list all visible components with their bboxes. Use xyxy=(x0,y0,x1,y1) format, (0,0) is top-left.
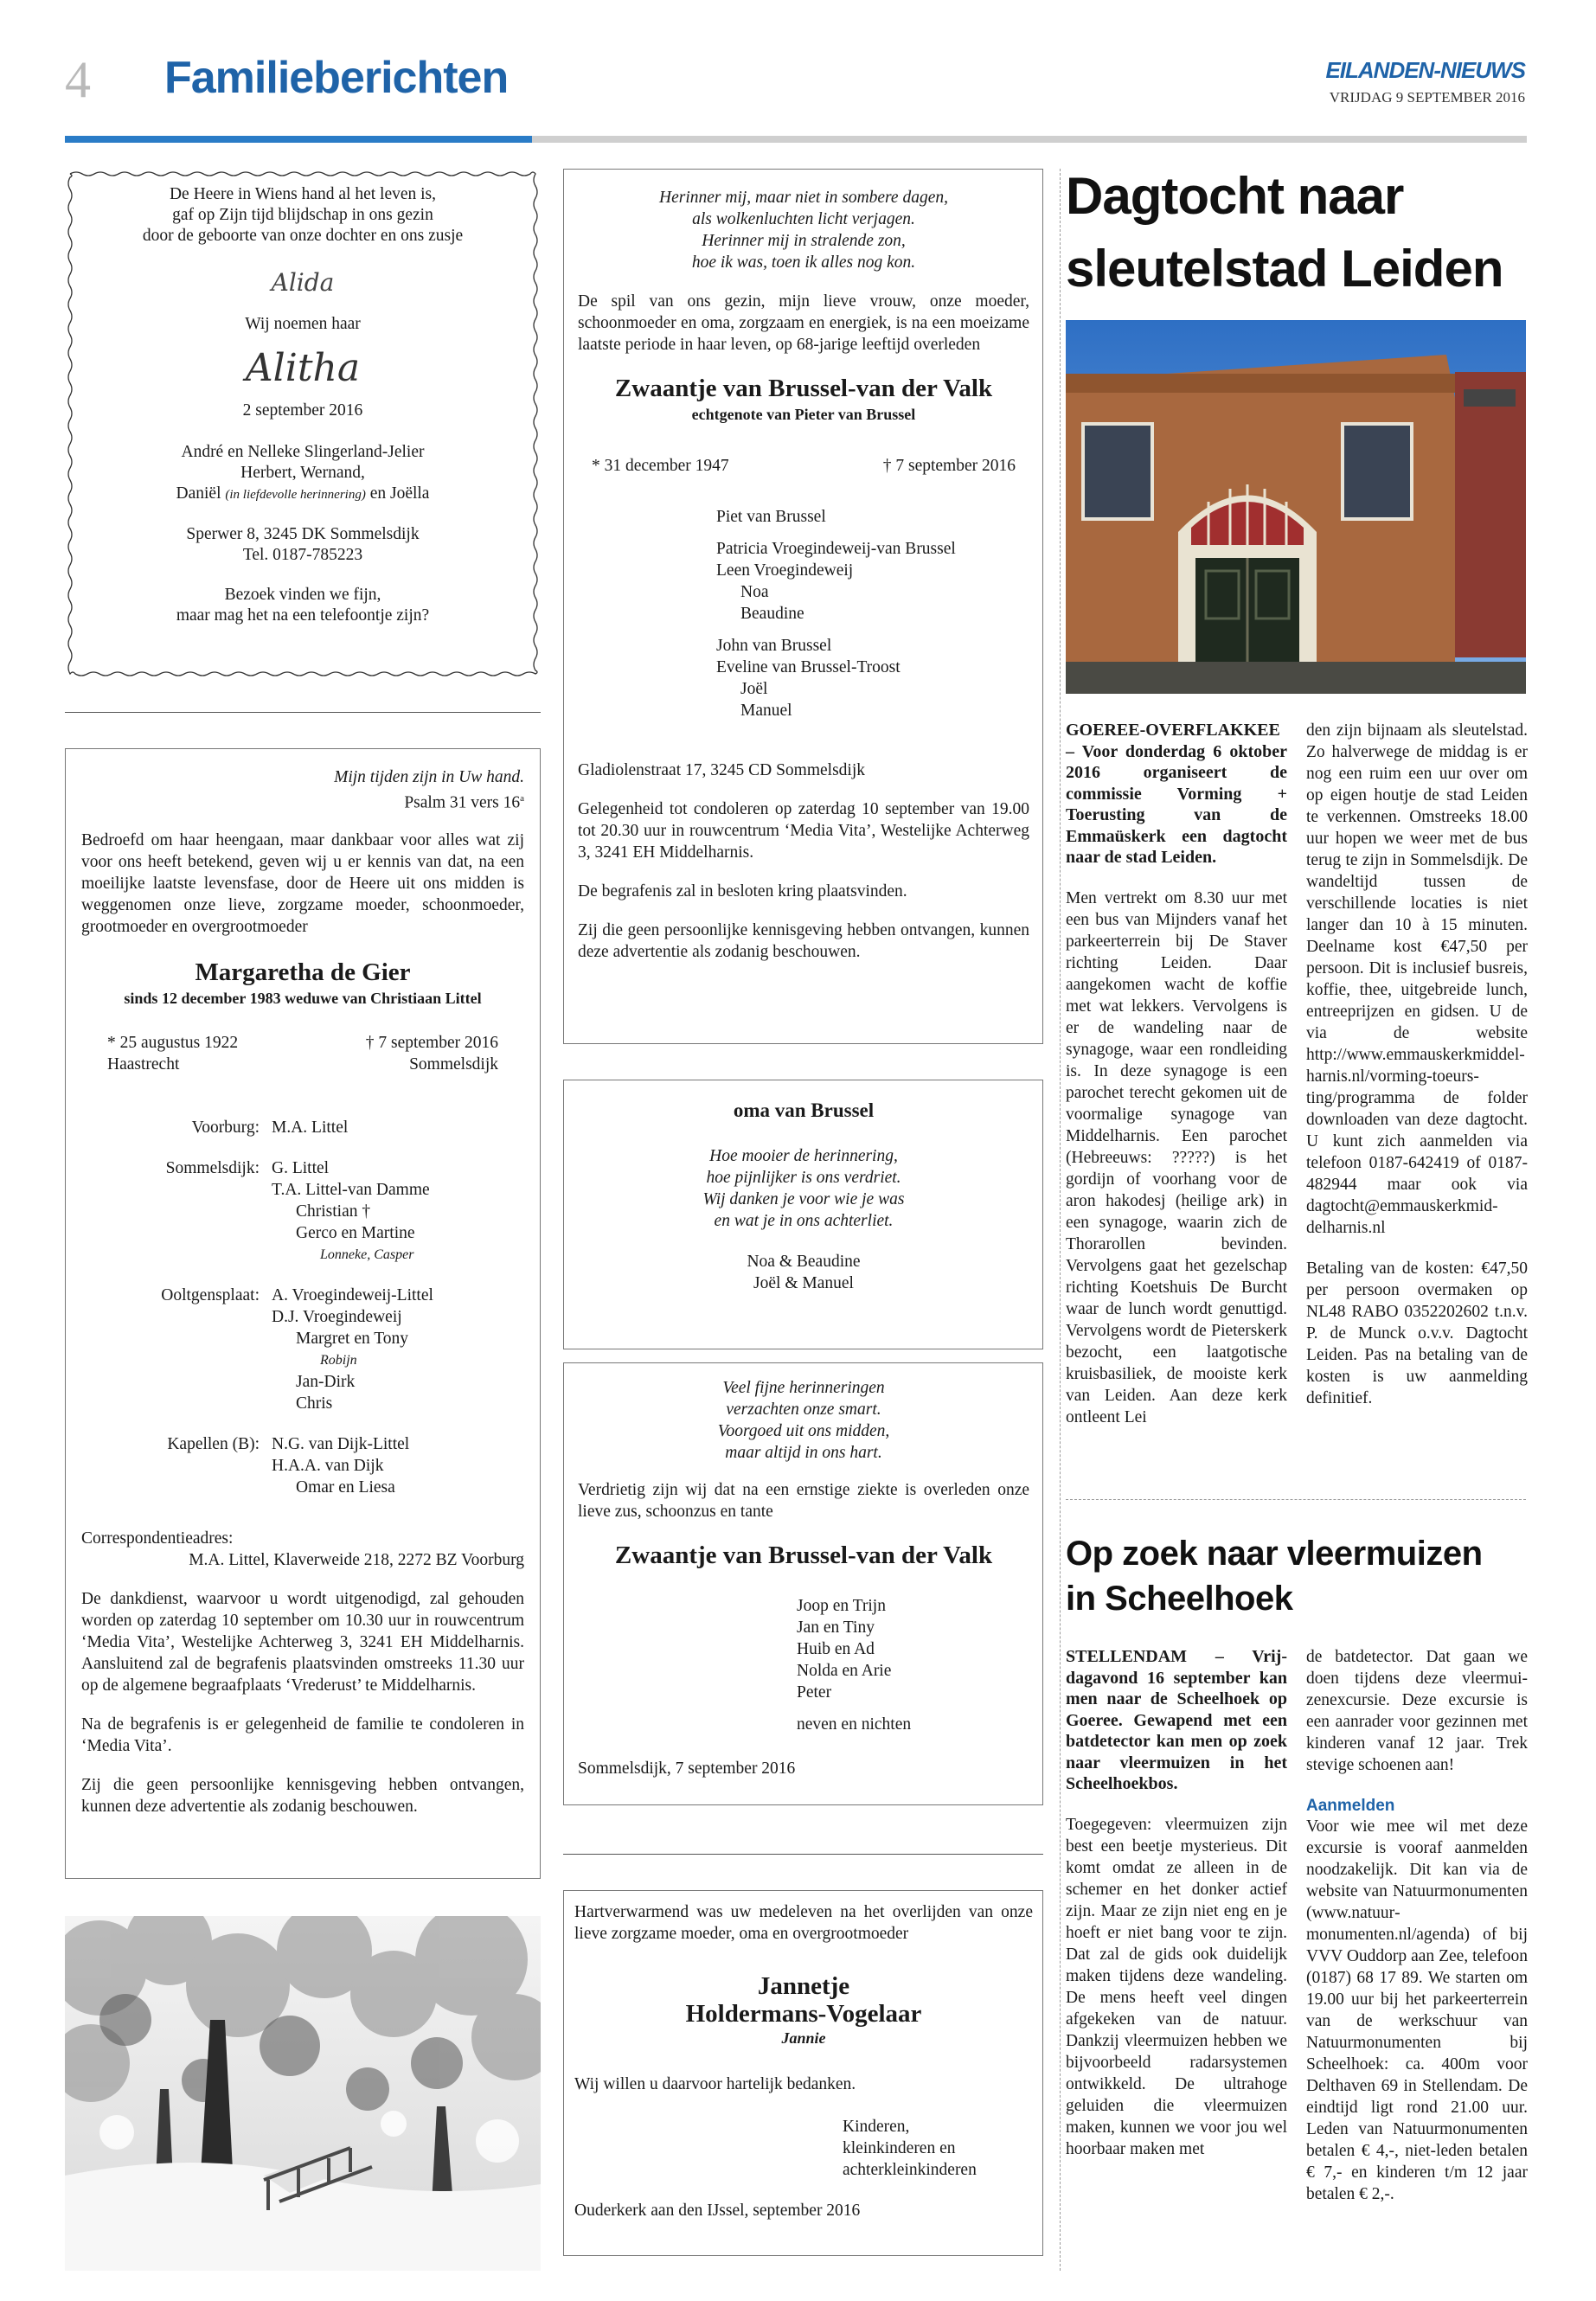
birth-date: 2 september 2016 xyxy=(242,401,363,420)
family-list xyxy=(716,506,1029,721)
family-member: Lonneke, Casper xyxy=(320,1247,414,1262)
family-member: Omar en Liesa xyxy=(296,1477,395,1497)
birth-visit: Bezoek vinden we fijn, xyxy=(224,586,381,604)
family-group xyxy=(81,1117,524,1138)
leiden-col-2 xyxy=(1306,720,1528,1409)
family-member: A. Vroegindeweij-Littel xyxy=(272,1285,433,1304)
family-member: G. Littel xyxy=(272,1158,330,1177)
winter-forest-photo xyxy=(65,1916,541,2271)
signatory: kleinkinderen en xyxy=(843,2139,956,2157)
obituary-oma xyxy=(563,1080,1043,1349)
deceased-first-name: Jannetje xyxy=(757,1972,850,2000)
poem-line: verzachten onze smart. xyxy=(726,1400,881,1419)
article-body: Betaling van de kosten: €47,50 per persoon overmaken op NL48 RABO 0352202602 t.n.v. P. de Munck o.v.v. Dagtocht Leiden. Pas na betaling van de kosten is uw aanmelding definitief. xyxy=(1306,1259,1528,1407)
sibling-memory-note: (in liefdevolle herinnering) xyxy=(225,488,366,502)
headline-line: in Scheelhoek xyxy=(1066,1580,1293,1618)
death-place: Sommelsdijk xyxy=(409,1054,498,1074)
bats-col-1 xyxy=(1066,1646,1287,2160)
family-member: John van Brussel xyxy=(716,637,832,655)
synagogue-photo xyxy=(1066,320,1526,694)
birth-notice xyxy=(65,169,541,679)
family-member: neven en nichten xyxy=(797,1715,912,1734)
header-rule xyxy=(532,136,1527,143)
poem-line: hoe pijnlijker is ons verdriet. xyxy=(706,1169,901,1187)
article-divider xyxy=(1066,1499,1526,1500)
closing-text: Zij die geen persoonlijke kennisgeving hebben ontvangen, kunnen deze advertentie als zodanig beschouwen. xyxy=(81,1775,524,1816)
poem-line: maar altijd in ons hart. xyxy=(725,1444,882,1462)
family-member: Patricia Vroegindeweij-van Brussel xyxy=(716,540,956,558)
obituary-intro: Verdrietig zijn wij dat na een ernstige ziekte is overleden onze lieve zus, schoonzus en tante xyxy=(578,1481,1029,1521)
headline-line: sleutelstad Leiden xyxy=(1066,240,1503,298)
poem-line: hoe ik was, toen ik alles nog kon. xyxy=(691,253,916,272)
deceased-name: Holdermans-Vogelaar xyxy=(685,2000,922,2028)
home-address: Gladiolenstraat 17, 3245 CD Sommelsdijk xyxy=(578,761,866,779)
family-member: Chris xyxy=(296,1394,333,1413)
page-number: 4 xyxy=(65,51,91,108)
signatory: achterkleinkinderen xyxy=(843,2161,977,2179)
poem-line: Wij danken je voor wie je was xyxy=(702,1190,905,1208)
family-names xyxy=(272,1117,348,1138)
signatories xyxy=(578,1251,1029,1294)
verse-sup: a xyxy=(520,793,524,804)
family-list xyxy=(797,1595,1029,1735)
family-member: T.A. Littel-van Damme xyxy=(272,1180,430,1199)
obituary-de-gier xyxy=(65,748,541,1879)
issue-date: VRIJDAG 9 SEPTEMBER 2016 xyxy=(1329,89,1525,106)
birth-intro-line: gaf op Zijn tijd blijdschap in ons gezin xyxy=(172,206,433,224)
column-divider xyxy=(1060,169,1061,2271)
poem xyxy=(578,1145,1029,1232)
birth-parents: André en Nelleke Slingerland-Jelier xyxy=(181,443,425,461)
birth-death-dates xyxy=(81,1032,524,1075)
family-member: Noa xyxy=(740,583,769,601)
poem-line: Hoe mooier de herinnering, xyxy=(709,1147,898,1165)
family-group xyxy=(81,1285,524,1414)
birth-visit: maar mag het na een telefoontje zijn? xyxy=(176,606,430,625)
deceased-name: Zwaantje van Brussel-van der Valk xyxy=(614,1541,993,1569)
headline-line: Dagtocht naar xyxy=(1066,167,1404,225)
birth-phone: Tel. 0187-785223 xyxy=(242,546,363,564)
family-place: Ooltgensplaat: xyxy=(161,1285,260,1304)
family-member: Robijn xyxy=(320,1352,357,1368)
death-date: † 7 september 2016 xyxy=(365,1033,498,1052)
family-member: N.G. van Dijk-Littel xyxy=(272,1434,410,1453)
correspondence-label: Correspondentieadres: xyxy=(81,1529,234,1548)
poem-line: als wolkenluchten licht verjagen. xyxy=(692,210,915,228)
place-date: Ouderkerk aan den IJssel, september 2016 xyxy=(574,2202,861,2220)
deceased-subtitle: echtgenote van Pieter van Brussel xyxy=(691,406,916,423)
birth-date: * 31 december 1947 xyxy=(592,457,729,475)
closing-text: Zij die geen persoonlijke kennisgeving hebben ontvangen, kunnen deze advertentie als zodanig beschouwen. xyxy=(578,921,1029,961)
article-body: Voor wie mee wil met deze excursie is vooraf aanmelden noodzakelijk. Dit kan via de website van Natuurmonumenten (www.natuurmonumenten.nl/agenda) of bij VVV Ouddorp aan Zee, telefoon (0187) 68 17 89. We starten om 19.00 uur bij het parkeerterrein van de werkschuur van Natuurmonumenten bij Scheelhoek: ca. 400m voor Delthaven 69 in Stellendam. De eindtijd ligt rond 21.00 uur. Leden van Natuurmonumenten betalen € 4,-, niet-leden betalen € 7,- en kinderen t/m 12 jaar betalen € 2,-. xyxy=(1306,1817,1528,2203)
family-member xyxy=(716,528,1029,538)
family-member: Peter xyxy=(797,1683,832,1702)
article-headline xyxy=(1066,160,1533,305)
leiden-col-1 xyxy=(1066,720,1287,1428)
family-names xyxy=(272,1157,430,1266)
family-member: Leen Vroegindeweij xyxy=(716,561,854,580)
article-body: den zijn bijnaam als sleutelstad. Zo halverwege de middag is er nog een ruim een uur over om op eigen houtje de stad Leiden te verkennen. Omstreeks 18.00 uur hopen we weer met de bus terug te zijn in Sommelsdijk. De wandeltijd tussen de verschillende locaties is niet langer dan 10 à 15 minuten. Deelname kost €47,50 per persoon. Dit is inclusief busreis, koffie, thee, uitgebreide lunch, entreeprijzen en gidsen. U de via de website http://www.emmauskerkmiddelharnis.nl/vorming-toeursting/programma de folder downloaden van deze dagtocht. U kunt zich aanmelden via telefoon 0187-642419 of 0187-482944 maar ook via dagtocht@emmauskerkmiddelharnis.nl xyxy=(1306,721,1528,1237)
birth-info xyxy=(107,1032,238,1075)
birth-name-script: Alida xyxy=(271,268,335,297)
poem-line: en wat je in ons achterliet. xyxy=(714,1212,894,1230)
headline-line: Op zoek naar vleermuizen xyxy=(1066,1535,1483,1573)
article-body: de batdetector. Dat gaan we doen tijdens deze vleermuizenexcursie. Deze excursie is een aanrader voor gezinnen met kinderen vanaf 12 jaar. Trek stevige schoenen aan! xyxy=(1306,1648,1528,1774)
family-names xyxy=(272,1433,409,1498)
family-group xyxy=(81,1433,524,1498)
family-place: Kapellen (B): xyxy=(167,1434,260,1453)
family-member: Piet van Brussel xyxy=(716,508,826,526)
deceased-nickname: Jannie xyxy=(781,2029,826,2047)
poem-line: Herinner mij in stralende zon, xyxy=(702,232,906,250)
synagogue-image xyxy=(1066,320,1526,694)
verse-ref-text: Psalm 31 vers 16 xyxy=(404,793,521,812)
winter-forest-image xyxy=(65,1916,541,2271)
header-rule-accent xyxy=(65,136,532,143)
family-member: D.J. Vroegindeweij xyxy=(272,1307,402,1326)
family-place: Sommelsdijk: xyxy=(165,1158,260,1177)
family-member: Eveline van Brussel-Troost xyxy=(716,658,901,676)
deceased-name: Zwaantje van Brussel-van der Valk xyxy=(614,375,993,402)
birth-address: Sperwer 8, 3245 DK Sommelsdijk xyxy=(186,525,420,543)
family-member: Beaudine xyxy=(740,605,804,623)
birth-call-name: Alitha xyxy=(245,346,361,390)
deceased-name: Margaretha de Gier xyxy=(195,958,411,986)
birth-death-dates xyxy=(578,455,1029,477)
deceased-name: oma van Brussel xyxy=(733,1099,875,1121)
family-member: Nolda en Arie xyxy=(797,1662,892,1680)
signatories xyxy=(843,2116,1033,2181)
poem-line: Voorgoed uit ons midden, xyxy=(717,1422,890,1440)
article-headline xyxy=(1066,1531,1533,1621)
poem xyxy=(578,1377,1029,1464)
birth-intro-line: De Heere in Wiens hand al het leven is, xyxy=(169,185,437,203)
family-member: Margret en Tony xyxy=(296,1329,409,1348)
signatory: Kinderen, xyxy=(843,2118,910,2136)
poem-line: Veel fijne herinneringen xyxy=(722,1379,885,1397)
divider xyxy=(65,712,541,713)
deceased-subtitle: sinds 12 december 1983 weduwe van Christiaan Littel xyxy=(124,989,482,1007)
family-member: M.A. Littel xyxy=(272,1118,349,1137)
obituary-intro: Bedroefd om haar heengaan, maar dankbaar voor alles wat zij voor ons heeft betekend, geven wij u er kennis van dat, na een moeilijke laatste levensfase, door de Heere uit ons midden is weggenomen onze lieve, zorgzame moeder, schoonmoeder, grootmoeder en overgrootmoeder xyxy=(81,830,524,936)
family-list xyxy=(81,1117,524,1498)
thanks-notice xyxy=(563,1890,1043,2256)
place-date: Sommelsdijk, 7 september 2016 xyxy=(578,1759,796,1778)
condolence-text: Na de begrafenis is er gelegenheid de familie te condoleren in ‘Media Vita’. xyxy=(81,1715,524,1755)
poem xyxy=(578,187,1029,273)
family-member: Joël xyxy=(740,680,768,698)
bats-col-2 xyxy=(1306,1646,1528,2205)
masthead-logo: EILANDEN-NIEUWS xyxy=(1325,57,1525,83)
article-body: Toegegeven: vleermuizen zijn best een beetje mysterieus. Dit komt omdat ze alleen in de schemer en het donker actief zijn. Maar ze zijn niet eng en je hoeft er niet bang voor te zijn. Dat zal de gids ook duidelijk maken tijdens deze wandeling. De mens heeft veel dingen afgekeken van de natuur. Dankzij vleermuizen hebben we bijvoorbeeld radarsystemen ontwikkeld. De ultrahoge geluiden die vleermuizen maken, kunnen we voor jou wel hoorbaar maken met xyxy=(1066,1815,1287,2158)
condolence-text: Gelegenheid tot condoleren op zaterdag 10 september van 19.00 tot 20.30 uur in rouwcentrum ‘Media Vita’, Westelijke Achterweg 3, 3241 EH Middelharnis. xyxy=(578,800,1029,862)
thanks-text: Wij willen u daarvoor hartelijk bedanken. xyxy=(574,2075,856,2093)
family-member: Jan en Tiny xyxy=(797,1618,875,1637)
family-member: H.A.A. van Dijk xyxy=(272,1456,384,1475)
family-member: Joop en Trijn xyxy=(797,1597,886,1615)
sibling-name: Daniël xyxy=(176,484,221,503)
family-member xyxy=(716,625,1029,635)
divider xyxy=(563,1854,1043,1855)
verse-text: Mijn tijden zijn in Uw hand. xyxy=(334,768,524,786)
obituary-van-brussel xyxy=(563,169,1043,1044)
birth-siblings: Herbert, Wernand, xyxy=(240,464,365,482)
section-title: Familieberichten xyxy=(164,53,509,103)
birth-place: Haastrecht xyxy=(107,1054,180,1074)
obituary-sister xyxy=(563,1362,1043,1805)
thanks-intro: Hartverwarmend was uw medeleven na het overlijden van onze lieve zorgzame moeder, oma en overgrootmoeder xyxy=(574,1903,1033,1943)
death-info xyxy=(366,1032,498,1075)
verse-reference xyxy=(81,788,524,814)
birth-siblings-2 xyxy=(82,484,523,505)
funeral-text: De begrafenis zal in besloten kring plaatsvinden. xyxy=(578,882,907,901)
family-place: Voorburg: xyxy=(191,1118,260,1137)
family-member: Gerco en Martine xyxy=(296,1223,415,1242)
signatory: Noa & Beaudine xyxy=(747,1253,861,1271)
family-member: Christian † xyxy=(296,1202,371,1221)
family-member: Manuel xyxy=(740,702,792,720)
family-member: Huib en Ad xyxy=(797,1640,875,1658)
article-lead: STELLENDAM – Vrijdagavond 16 september kan men naar de Scheelhoek op Goeree. Gewapend met een batdetector kan men op zoek naar vleermuizen in het Scheelhoekbos. xyxy=(1066,1647,1287,1793)
service-text: De dankdienst, waarvoor u wordt uitgenodigd, zal gehouden worden op zaterdag 10 september om 10.30 uur in rouwcentrum ‘Media Vita’, Westelijke Achterweg 3, 3241 EH Middelharnis. Aansluitend zal de begrafenis plaatsvinden omstreeks 11.30 uur op de algemene begraafplaats ‘Vrederust’ te Middelharnis. xyxy=(81,1589,524,1695)
signatory: Joël & Manuel xyxy=(753,1274,854,1292)
family-names xyxy=(272,1285,433,1414)
poem-line: Herinner mij, maar niet in sombere dagen, xyxy=(659,189,948,207)
family-group xyxy=(81,1157,524,1266)
article-lead: GOEREE-OVERFLAKKEE – Voor donderdag 6 oktober 2016 organiseert de commissie Vorming + Toerusting van de Emmaüskerk een dagtocht naar de stad Leiden. xyxy=(1066,721,1287,867)
sibling-name: en Joëlla xyxy=(369,484,430,503)
article-body: Men vertrekt om 8.30 uur met een bus van Mijnders vanaf het parkeerterrein bij De Staver richting Leiden. Daar aangekomen wacht de koffie met wat lekkers. Vervolgens is er de wandeling naar de synagoge, waar een rondleiding is. In deze synagoge is een parochet terecht gekomen uit de voormalige synagoge van Middelharnis. Een parochet (Hebreeuws: ?????) is het gordijn of voorhang voor de aron hakodesj (heilige ark) in een synagoge, waarin zich de Thorarollen bevinden. Vervolgens gaat het gezelschap richting Koetshuis De Burcht waar de lunch wordt genuttigd. Vervolgens wordt de Pieterskerk bezocht, een laatgotische kruisbasiliek, de mooiste kerk van Leiden. Aan deze kerk ontleent Lei xyxy=(1066,888,1287,1426)
birth-date: * 25 augustus 1922 xyxy=(107,1033,239,1052)
birth-call-text: Wij noemen haar xyxy=(245,315,361,333)
article-subhead: Aanmelden xyxy=(1306,1797,1395,1815)
birth-intro-line: door de geboorte van onze dochter en ons zusje xyxy=(142,227,464,245)
correspondence-address: M.A. Littel, Klaverweide 218, 2272 BZ Voorburg xyxy=(189,1550,524,1569)
obituary-intro: De spil van ons gezin, mijn lieve vrouw, onze moeder, schoonmoeder en oma, zorgzaam en energiek, is na een moeizame laatste periode in haar leven, op 68-jarige leeftijd overleden xyxy=(578,292,1029,354)
death-date: † 7 september 2016 xyxy=(882,457,1016,475)
family-member: Jan-Dirk xyxy=(296,1372,356,1391)
